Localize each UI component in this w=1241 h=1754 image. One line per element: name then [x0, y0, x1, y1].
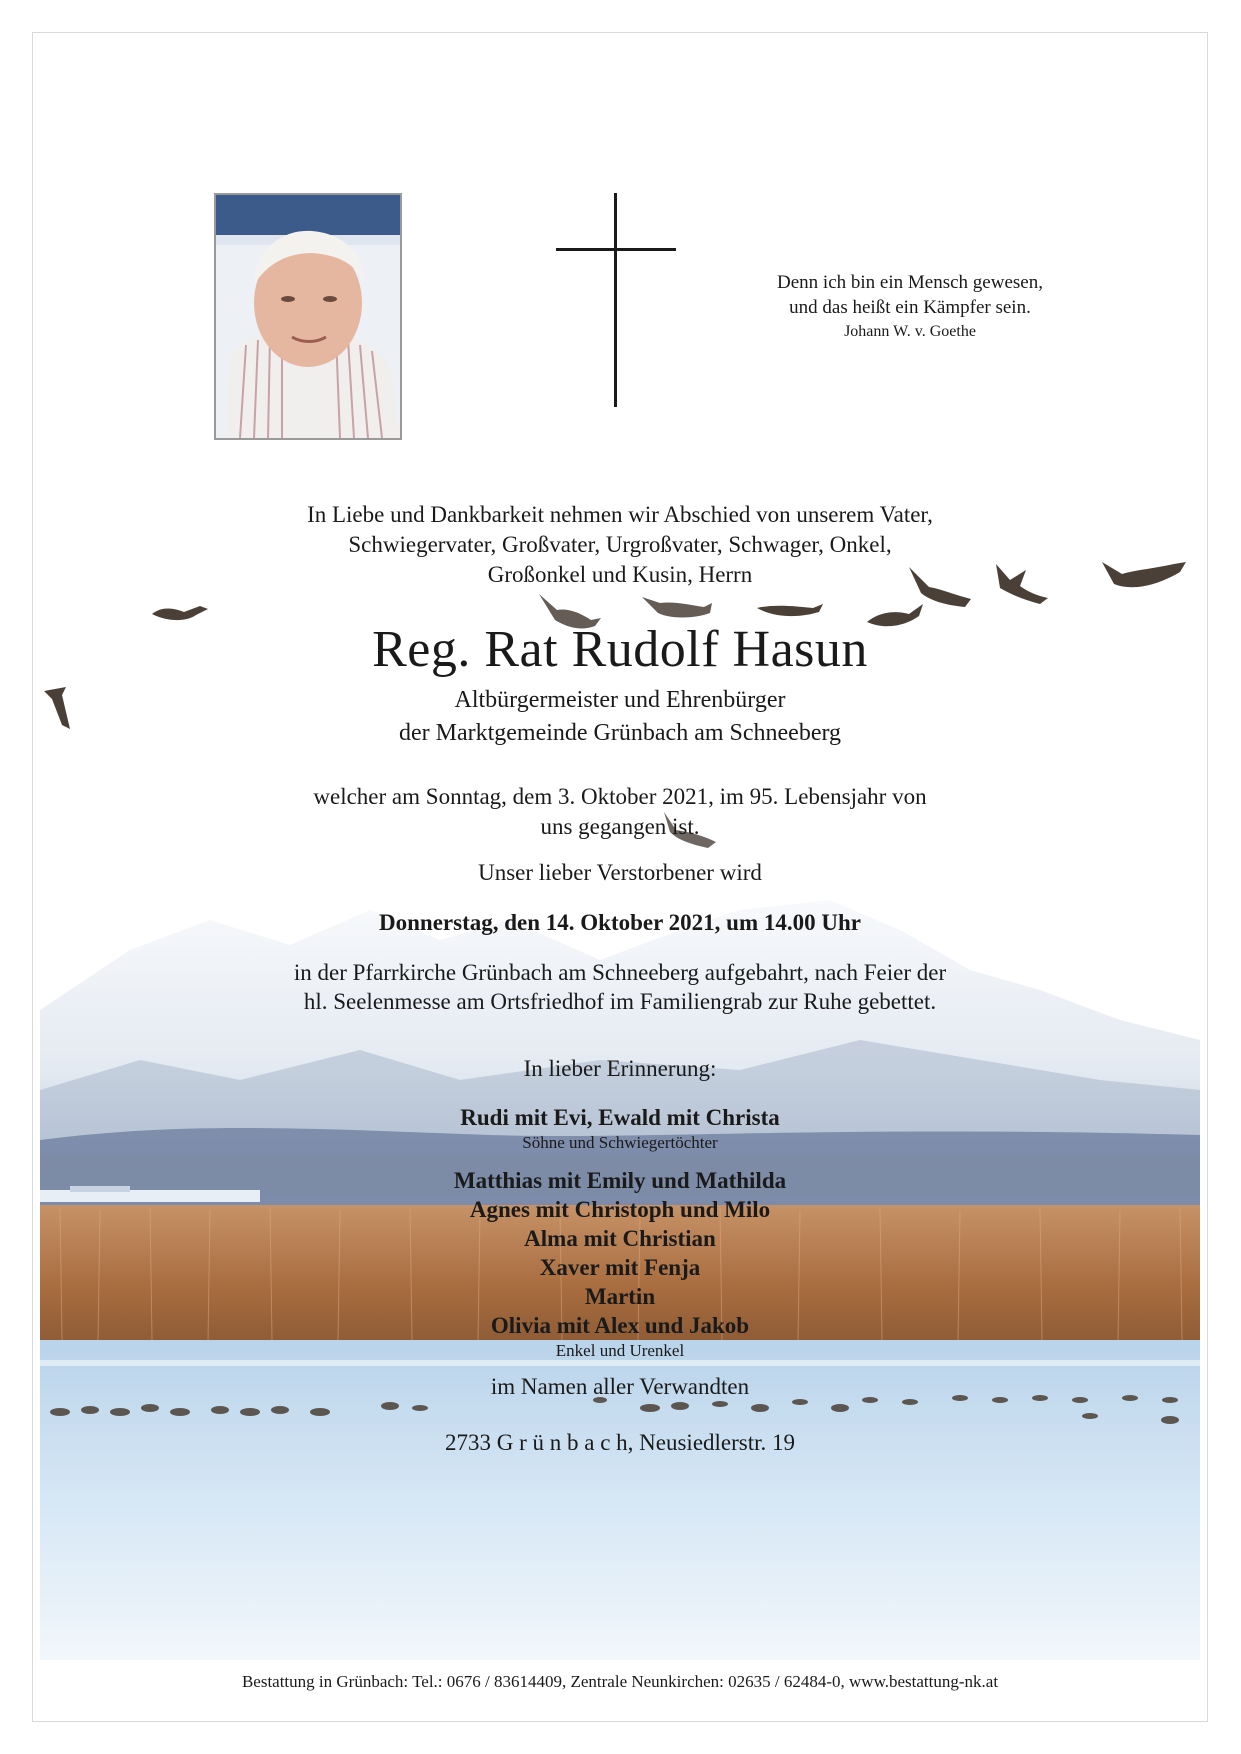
- intro-line: In Liebe und Dankbarkeit nehmen wir Abschied von unserem Vater,: [307, 502, 933, 527]
- title-line: der Marktgemeinde Grünbach am Schneeberg: [398, 720, 842, 746]
- deceased-titles: [180, 684, 1060, 750]
- mourner-names: Xaver mit Fenja: [539, 1255, 701, 1280]
- deceased-name: Reg. Rat Rudolf Hasun: [372, 621, 868, 678]
- mourner-role: Söhne und Schwiegertöchter: [522, 1133, 718, 1152]
- title-line: Altbürgermeister und Ehrenbürger: [454, 687, 786, 713]
- mourner-group: [180, 1166, 1060, 1362]
- funeral-place: [180, 958, 1060, 1016]
- quote-author: Johann W. v. Goethe: [844, 323, 976, 340]
- intro-line: Schwiegervater, Großvater, Urgroßvater, Schwager, Onkel,: [348, 532, 892, 557]
- goose-icon: [640, 585, 715, 625]
- intro-text: [180, 500, 1060, 590]
- goethe-quote: [720, 270, 1100, 344]
- mourners-list: [180, 1103, 1060, 1374]
- portrait-photo: [214, 193, 402, 440]
- portrait-image: [216, 195, 400, 438]
- funeral-date: Donnerstag, den 14. Oktober 2021, um 14.00 Uhr: [379, 910, 861, 935]
- mourner-names: Olivia mit Alex und Jakob: [490, 1313, 750, 1338]
- death-line: welcher am Sonntag, dem 3. Oktober 2021, im 95. Lebensjahr von: [313, 784, 927, 809]
- cross-icon: [556, 193, 676, 407]
- death-line: uns gegangen ist.: [540, 814, 700, 839]
- funeral-home-footer: Bestattung in Grünbach: Tel.: 0676 / 83614409, Zentrale Neunkirchen: 02635 / 62484-0, www.bestattung-nk.at: [241, 1672, 999, 1691]
- goose-icon: [40, 685, 90, 735]
- funeral-lead: Unser lieber Verstorbener wird: [478, 860, 762, 885]
- funeral-place-line: in der Pfarrkirche Grünbach am Schneeberg aufgebahrt, nach Feier der: [293, 960, 947, 985]
- funeral-place-line: hl. Seelenmesse am Ortsfriedhof im Familiengrab zur Ruhe gebettet.: [303, 989, 937, 1014]
- mourner-names: Alma mit Christian: [524, 1226, 716, 1251]
- quote-line: und das heißt ein Kämpfer sein.: [789, 297, 1031, 318]
- mourner-names: Agnes mit Christoph und Milo: [469, 1197, 771, 1222]
- mourner-names: Rudi mit Evi, Ewald mit Christa: [460, 1105, 780, 1130]
- mourner-role: Enkel und Urenkel: [555, 1341, 685, 1360]
- goose-icon: [1100, 560, 1190, 600]
- family-address: 2733 G r ü n b a c h, Neusiedlerstr. 19: [444, 1430, 796, 1455]
- mourner-group: [180, 1103, 1060, 1154]
- mourner-names: Matthias mit Emily und Mathilda: [453, 1168, 787, 1193]
- goose-icon: [755, 598, 825, 622]
- relatives-line: im Namen aller Verwandten: [490, 1374, 750, 1399]
- mourner-names: Martin: [584, 1284, 656, 1309]
- memory-heading: In lieber Erinnerung:: [523, 1056, 717, 1081]
- quote-line: Denn ich bin ein Mensch gewesen,: [777, 272, 1043, 293]
- intro-line: Großonkel und Kusin, Herrn: [487, 562, 753, 587]
- death-notice: [180, 782, 1060, 842]
